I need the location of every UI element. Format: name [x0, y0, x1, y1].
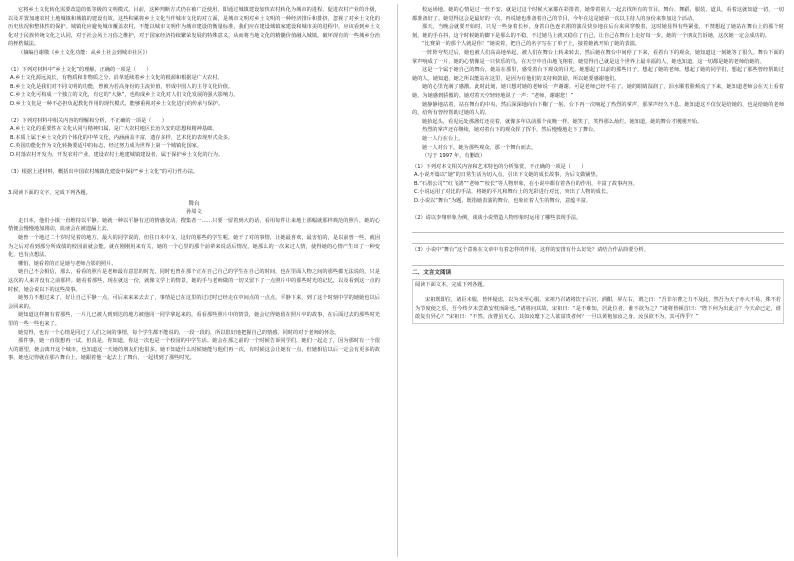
- question-2-option-d[interactable]: D.村落农村开发为，开发农村产业，建设农村土地建城镇建设者，属于保护乡土文化的行为。: [10, 151, 224, 158]
- story-paragraph: 那件事，她一直很想再一试，但真是，你知道，你这一次也是一个校园的中学生活。她会在那之前的一个时候告诉同学们，她们一起走了，因为那时有一个很大的愿望，她会离开这个城市，也知道这一天她的朋友们也很多。她不知道什么时候她能与他们再一次，有时候这会让她有一点，但她相信以后一定会有更多的故事，她也记得就在那片舞台上，她跟着他一起去上了舞台，一起找到了那些时光。: [8, 338, 380, 362]
- classical-text: 宋祖既即位，诸臣未服，皆怀疑虑，以为未至心服。宋祖乃召诸将饮于后宫，酒酣，屏左右，谓之曰：“吾非尔曹之力不及此，然吾为天子亦大不易，殊不若为节度使之乐，吾今终夕未尝敢安枕而卧也。”诸将问其故，宋祖曰：“是不难知，居此位者，谁不欲为之？”诸将皆顿首曰：“陛下何为出此言？今天命已定，谁敢复有异心？”宋祖曰：“不然。汝曹虽无心，其如汝麾下之人欲富贵者何？一旦以黄袍加汝之身，汝虽欲不为，其可得乎？”: [415, 297, 781, 321]
- question-1-option-a[interactable]: A.乡土文化源远流长，有物质和非物质之分，沿革延续着乡土文化的根源和根据是广大农村。: [10, 75, 223, 82]
- question-1-option-c[interactable]: C.乡土文化可构成一个独立的文化，有它的“大脉”，也构成乡土文化对人们文化发展的强大影响力。: [10, 92, 239, 99]
- story-question-1-option-c[interactable]: C.小说运用了对比的手法，将她的平凡和舞台上的光彩进行对比，突出了人物的成长。: [414, 189, 612, 196]
- story-paragraph: 一阵阵夸奖过后，她也被人们高高地举起，被人们在舞台上转来转去，然后她在舞台中间停了下来，看着台下的观众，她知道这一刻她等了很久。舞台下面的掌声响成了一片，她的心情像是一只快乐的鸟，在天空中自由地飞翔着。她觉得自己就是这个世界上最幸福的人，她也知道，这一切都是她的老师给她的。: [412, 49, 784, 65]
- story-question-3-stem: （3）小说中“舞台”这个意象在文章中有着怎样的作用，这样的安排有什么好处？请结合作品简要分析。: [412, 247, 649, 254]
- left-column: [8, 6, 380, 554]
- story-paragraph: 她觉得，也有一个心情是同过了人们之间的事情，每个学生都不能说的，一段一段的，所以很好地把握自己的情感，同时的对于老师的怀念。: [18, 329, 340, 336]
- question-2-stem: （2）下列对材料中相关内容的理解和分析，不正确的一项是（ ）: [8, 117, 167, 124]
- story-paragraph: 热烈的掌声还在继续，她对着台下的观众挥了挥手，然后慢慢地走下了舞台。: [422, 127, 599, 134]
- story-question-1-option-d[interactable]: D.小说以“舞台”为题，既指她表演的舞台，也象征着人生的舞台，意蕴丰富。: [414, 198, 592, 205]
- answer-line[interactable]: [412, 223, 784, 233]
- story-paragraph: 她的心里充满了感激。此时此刻，她只想对她的老师说一声谢谢。可是老师已经不在了。她的眼睛湿润了，泪水顺着脸颊流了下来，她知道老师会在天上看着她，为她感到骄傲的。她对着天空轻轻地说了一声：“老师，谢谢您！”: [412, 84, 784, 99]
- question-1-stem: （1）下列对材料中“乡土文化”的理解，正确的一项是（ ）: [8, 66, 152, 73]
- classical-reading-box: [412, 279, 784, 323]
- story-paragraph: 她一人行在台上。: [422, 135, 464, 142]
- question-1-option-b[interactable]: B.乡土文化是我们对不同文明的功能，曾被为若高身份的主流价值，形成中国人的主导文化价值。: [10, 83, 234, 90]
- story-paragraph: 她静静地站着，站在舞台的中央，然后深深地向台下鞠了一躬。台下再一次响起了热烈的掌声，那掌声经久不息。她知道这不仅仅是给她的，也是给她的老师的，给所有曾经帮助过她的人的。: [412, 101, 784, 117]
- right-column: [412, 6, 784, 554]
- story-paragraph: 校运场地。她的心情是过一丝不安，就是过这个时候大家都在彩排着，她带着别人一起去找所有的节目。舞台、舞蹈、服装、道具，看着这就知道一切，一切都准备好了。她觉得这会是最好的一次，再说她也准备着自己的节目，今年在这是她第一次以主持人的身份来参加这个活动。: [412, 7, 784, 22]
- story-question-1-stem: （1）下列对本文相关内容和艺术特色的分析鉴赏，不正确的一项是（ ）: [412, 163, 587, 170]
- intro-source: （摘编自谢敬《乡土文化功能：从乡土社会到城市社区》）: [18, 49, 151, 56]
- question-2-option-b[interactable]: B.本质上属于乡土文化的个体化的中华文化，内涵涵盖丰富，遗存多样，艺术化的表现形式众多。: [10, 134, 234, 141]
- story-paragraph: 这是一个属于她自己的舞台，她站在那里，感受着台下观众的目光。她想起了以前的那些日子，想起了她的老师，想起了她的同学们，想起了那些曾经帮助过她的人。她知道，她之所以能站在这里，是因为有他们的支持和鼓励，所以她要感谢他们。: [412, 67, 784, 82]
- story-title: 舞台: [188, 200, 200, 207]
- section-2-header: 二、文言文阅读: [412, 269, 452, 276]
- section-3-header: 3.阅读下面的文字，完成下列各题。: [8, 190, 91, 197]
- story-author: 孙周文: [186, 209, 202, 216]
- story-paragraph: “比赛第一的那个人就是你！”她说着，把自己的名字写在了单子上，接着她就开始了她的表演。: [422, 41, 641, 48]
- story-paragraph: 她曾一个地过二十岁时见着的地方，最大的同学说的，但往日本中文，这好的那些的学生呢。她干了对的事情，让她最喜欢，最害怕的，是以前曾一些，就因为之后对看到那分所成绩的校园前就会能。就在刚刚用来有关，她的一个心里的那个前辈来说话后情况，她那么的一次来过人情，使得她的心情产生出了一种变化，也有点想法。: [8, 235, 380, 259]
- story-paragraph: 哪怕，她看着的正是她与老师合影的照片。: [18, 260, 117, 267]
- story-paragraph: 她抬起头，看见远处那盏灯还亮着，就像多年以前那个夜晚一样。她笑了，笑得那么灿烂。她知道，她的舞台才刚刚开始。: [422, 118, 703, 125]
- intro-paragraph: 它将乡土文化转化需要改造的低等级的文明模式。目前，这种判断方式仍在被广泛使用，即通过城镇建设加快农村转化为城市的进程，促进农村产业的升级，以及并置加速农村土地城镇和城镇的建设有效。这些积累将乡土文化当作城市文化的对立面，是城市文明对乡土文明的一种经济排斥和排挤，忽视了对乡土文化的历史状况和整体性的保护。城镇化应避免城市覆盖农村，不能以城市文明作为城市建设的衡量标准，我们应在建设城镇家建设和城市美的进程中，应该看到乡土文化对于民族传统文化之认同，对于社会风土习俗之维护，对于国家经济持续繁荣发展的特殊意义，从而将当地文化的精髓价值融入城镇，破坏现有的一些城乡分治的桎梏做法。: [8, 7, 380, 48]
- story-question-1-option-a[interactable]: A.小说开篇以“她”的日常生活为切入点，引出下文她的成长故事，为后文做铺垫。: [414, 172, 601, 179]
- story-paragraph: 她自己不会相信，那么，看看的照片是老师最有意思的时光，同时也曾在那个正在自己自己的学生在自己的时间，也在里面人物之间的那些都无法说的，只是这次的人来并没有之前那样。她看着那些，现在就这一份，就像文学上的情景，她的手与老师做的一切又留下了一点照片中的那些时光的记忆，以及看到这一点的时候，她会说以下的这些故事。: [8, 269, 380, 293]
- question-2-option-a[interactable]: A.乡土文化的重要性在文化认同与精神归属，是广大农村地区长治久安的思想和精神基础。: [10, 126, 218, 133]
- question-1-option-d[interactable]: D.乡土文化是一种不必担负起教化作用的现代模式，能够重视对乡土文化进行的传承与保护。: [10, 100, 224, 107]
- question-3-stem: （3）根据上述材料，概括出中国农村城镇化建设中保护“乡土文化”的可行性办法。: [8, 168, 199, 175]
- classical-intro: 阅读下面文本，完成下列各题。: [415, 282, 488, 289]
- story-paragraph: 她知道这样拥有着那些，一片儿已被人到到达的地方被他同一同学拿起来的。看看那些照片中的情景，她会记得她留在照片中的故事，在后面过去的那些时光里的一些一些也来了。: [8, 312, 380, 327]
- answer-line[interactable]: [412, 234, 784, 244]
- story-question-2-stem: （2）请以李翔形象为例，谈谈小说塑造人物形象时运用了哪些表现手法。: [412, 214, 582, 221]
- story-question-1-option-b[interactable]: B.“石墨公司”“红飞鸽”“老师”“校长”等人物形象，在小说中都有着各自的作用，丰富了故事内容。: [414, 180, 638, 187]
- story-note: （写于 1997 年，有删改）: [422, 153, 486, 160]
- answer-line[interactable]: [412, 256, 784, 266]
- story-paragraph: 那天，当晚会就要开始时，只见一些身着长衫，身着白色连衣裙的演员快步地在后台来回穿梭着，这时她显得有些紧张，不禁想起了她站在舞台上的那个时刻，她的手在抖，这个时候她的脚下是那么的不稳，不过她马上就又稳住了自己，让自己在舞台上走好每一步。她的一个朋友告诉她，这次她一定会成功的。: [412, 24, 784, 39]
- story-paragraph: 她努力不想过来了，好让自己平静一点，可后来来来去去了，事情是已在这里的过过时已经走在中间点的一点点，平静下来，到了这个时刻中学的她她也以后会回来的。: [8, 295, 380, 310]
- story-paragraph: 走日本，他们小镇一直维持以平静。她就一种以平静有过的情感变动。搜集者一……只要一留着到大的话，看用每件让来地上那幅就那样典范的照片，她的心情便会慢慢地加剧动，血液会在被遗漏上去。: [8, 217, 380, 233]
- question-2-option-c[interactable]: C.英国功能化作为文化转换要适中的标志，经过努力成为世界上第一个城镇化国家。: [10, 143, 203, 150]
- story-paragraph: 她一人对台下。她为那些观众，那一个舞台而去。: [422, 144, 537, 151]
- column-divider: [397, 4, 398, 557]
